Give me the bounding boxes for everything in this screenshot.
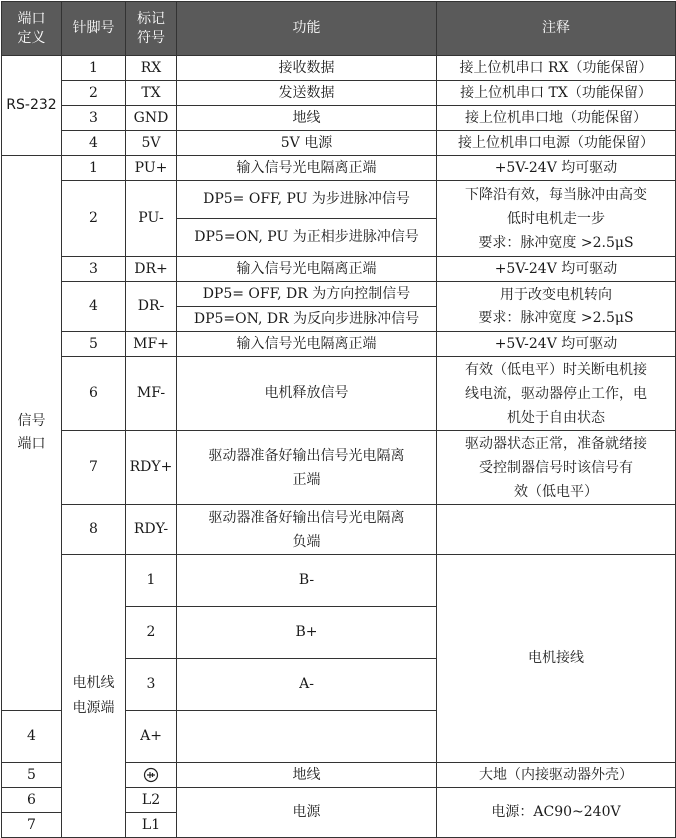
- pin-cell: 5: [62, 332, 126, 357]
- group-motor-power: 电机线 电源端: [62, 555, 126, 838]
- pin-cell: 1: [62, 56, 126, 81]
- symbol-cell: B-: [177, 555, 437, 607]
- function-cell: 输入信号光电隔离正端: [177, 257, 437, 282]
- table-row: [2, 282, 676, 307]
- pin-cell: 1: [62, 156, 126, 181]
- function-cell: 电源: [177, 788, 437, 838]
- function-cell: DP5= OFF, PU 为步进脉冲信号: [177, 181, 437, 219]
- note-cell: 电源：AC90~240V: [437, 788, 676, 838]
- ground-symbol-icon: [143, 767, 159, 783]
- symbol-cell: 5V: [126, 131, 177, 156]
- pin-cell: 4: [62, 282, 126, 332]
- symbol-cell: [126, 763, 177, 788]
- note-cell: +5V-24V 均可驱动: [437, 332, 676, 357]
- note-cell: 用于改变电机转向 要求：脉冲宽度 >2.5μS: [437, 282, 676, 332]
- symbol-cell: TX: [126, 81, 177, 106]
- pin-cell: 3: [62, 257, 126, 282]
- note-cell: 大地（内接驱动器外壳）: [437, 763, 676, 788]
- pin-cell: 4: [2, 711, 62, 763]
- note-cell: 有效（低电平）时关断电机接 线电流，驱动器停止工作，电 机处于自由状态: [437, 357, 676, 431]
- note-cell: 接上位机串口 RX（功能保留）: [437, 56, 676, 81]
- function-cell: 接收数据: [177, 56, 437, 81]
- function-cell: 输入信号光电隔离正端: [177, 332, 437, 357]
- symbol-cell: RDY+: [126, 431, 177, 505]
- pin-cell: 8: [62, 505, 126, 555]
- pin-cell: 3: [126, 659, 177, 711]
- note-cell: 接上位机串口 TX（功能保留）: [437, 81, 676, 106]
- pin-cell: 4: [62, 131, 126, 156]
- header-function: 功能: [177, 2, 437, 56]
- function-cell: 驱动器准备好输出信号光电隔离 负端: [177, 505, 437, 555]
- symbol-cell: DR-: [126, 282, 177, 332]
- table-row: [2, 56, 676, 81]
- pin-cell: 7: [62, 431, 126, 505]
- pin-cell: 5: [2, 763, 62, 788]
- function-cell: 电机释放信号: [177, 357, 437, 431]
- symbol-cell: MF+: [126, 332, 177, 357]
- pin-cell: 6: [2, 788, 62, 813]
- table-row: [2, 81, 676, 106]
- symbol-cell: L2: [126, 788, 177, 813]
- note-cell: [437, 505, 676, 555]
- table-row: [2, 156, 676, 181]
- symbol-cell: A-: [177, 659, 437, 711]
- table-row: [2, 131, 676, 156]
- symbol-cell: DR+: [126, 257, 177, 282]
- table-row: [2, 332, 676, 357]
- table-row: [2, 106, 676, 131]
- header-pin: 针脚号: [62, 2, 126, 56]
- symbol-cell: A+: [126, 711, 177, 763]
- function-cell: 5V 电源: [177, 131, 437, 156]
- symbol-cell: B+: [177, 607, 437, 659]
- pin-cell: 2: [126, 607, 177, 659]
- function-cell: 发送数据: [177, 81, 437, 106]
- symbol-cell: RDY-: [126, 505, 177, 555]
- note-cell: 接上位机串口电源（功能保留）: [437, 131, 676, 156]
- note-cell: +5V-24V 均可驱动: [437, 156, 676, 181]
- function-cell: 驱动器准备好输出信号光电隔离 正端: [177, 431, 437, 505]
- table-row: [2, 357, 676, 431]
- symbol-cell: MF-: [126, 357, 177, 431]
- symbol-cell: GND: [126, 106, 177, 131]
- symbol-cell: PU-: [126, 181, 177, 257]
- table-row: [2, 555, 676, 607]
- header-port: 端口 定义: [2, 2, 62, 56]
- header-row: [2, 2, 676, 56]
- symbol-cell: PU+: [126, 156, 177, 181]
- pin-cell: 1: [126, 555, 177, 607]
- table-row: [2, 181, 676, 219]
- pin-cell: 7: [2, 813, 62, 838]
- function-cell: 地线: [177, 763, 437, 788]
- group-signal: 信号 端口: [2, 156, 62, 711]
- pin-cell: 6: [62, 357, 126, 431]
- symbol-cell: RX: [126, 56, 177, 81]
- header-symbol: 标记 符号: [126, 2, 177, 56]
- note-cell: 接上位机串口地（功能保留）: [437, 106, 676, 131]
- symbol-cell: L1: [126, 813, 177, 838]
- function-cell: 地线: [177, 106, 437, 131]
- function-cell: 输入信号光电隔离正端: [177, 156, 437, 181]
- pin-cell: 3: [62, 106, 126, 131]
- table-row: [2, 505, 676, 555]
- pin-cell: 2: [62, 181, 126, 257]
- note-cell: 下降沿有效，每当脉冲由高变 低时电机走一步 要求：脉冲宽度 >2.5μS: [437, 181, 676, 257]
- note-cell: 驱动器状态正常，准备就绪接 受控制器信号时该信号有 效（低电平）: [437, 431, 676, 505]
- function-cell: DP5=ON, DR 为反向步进脉冲信号: [177, 307, 437, 332]
- group-rs232: RS-232: [2, 56, 62, 156]
- function-cell: DP5=ON, PU 为正相步进脉冲信号: [177, 219, 437, 257]
- table-row: [2, 431, 676, 505]
- table-row: [2, 257, 676, 282]
- header-note: 注释: [437, 2, 676, 56]
- function-cell: DP5= OFF, DR 为方向控制信号: [177, 282, 437, 307]
- note-cell: +5V-24V 均可驱动: [437, 257, 676, 282]
- function-cell: 电机接线: [437, 555, 676, 763]
- pin-cell: 2: [62, 81, 126, 106]
- pin-definition-table: [1, 1, 676, 838]
